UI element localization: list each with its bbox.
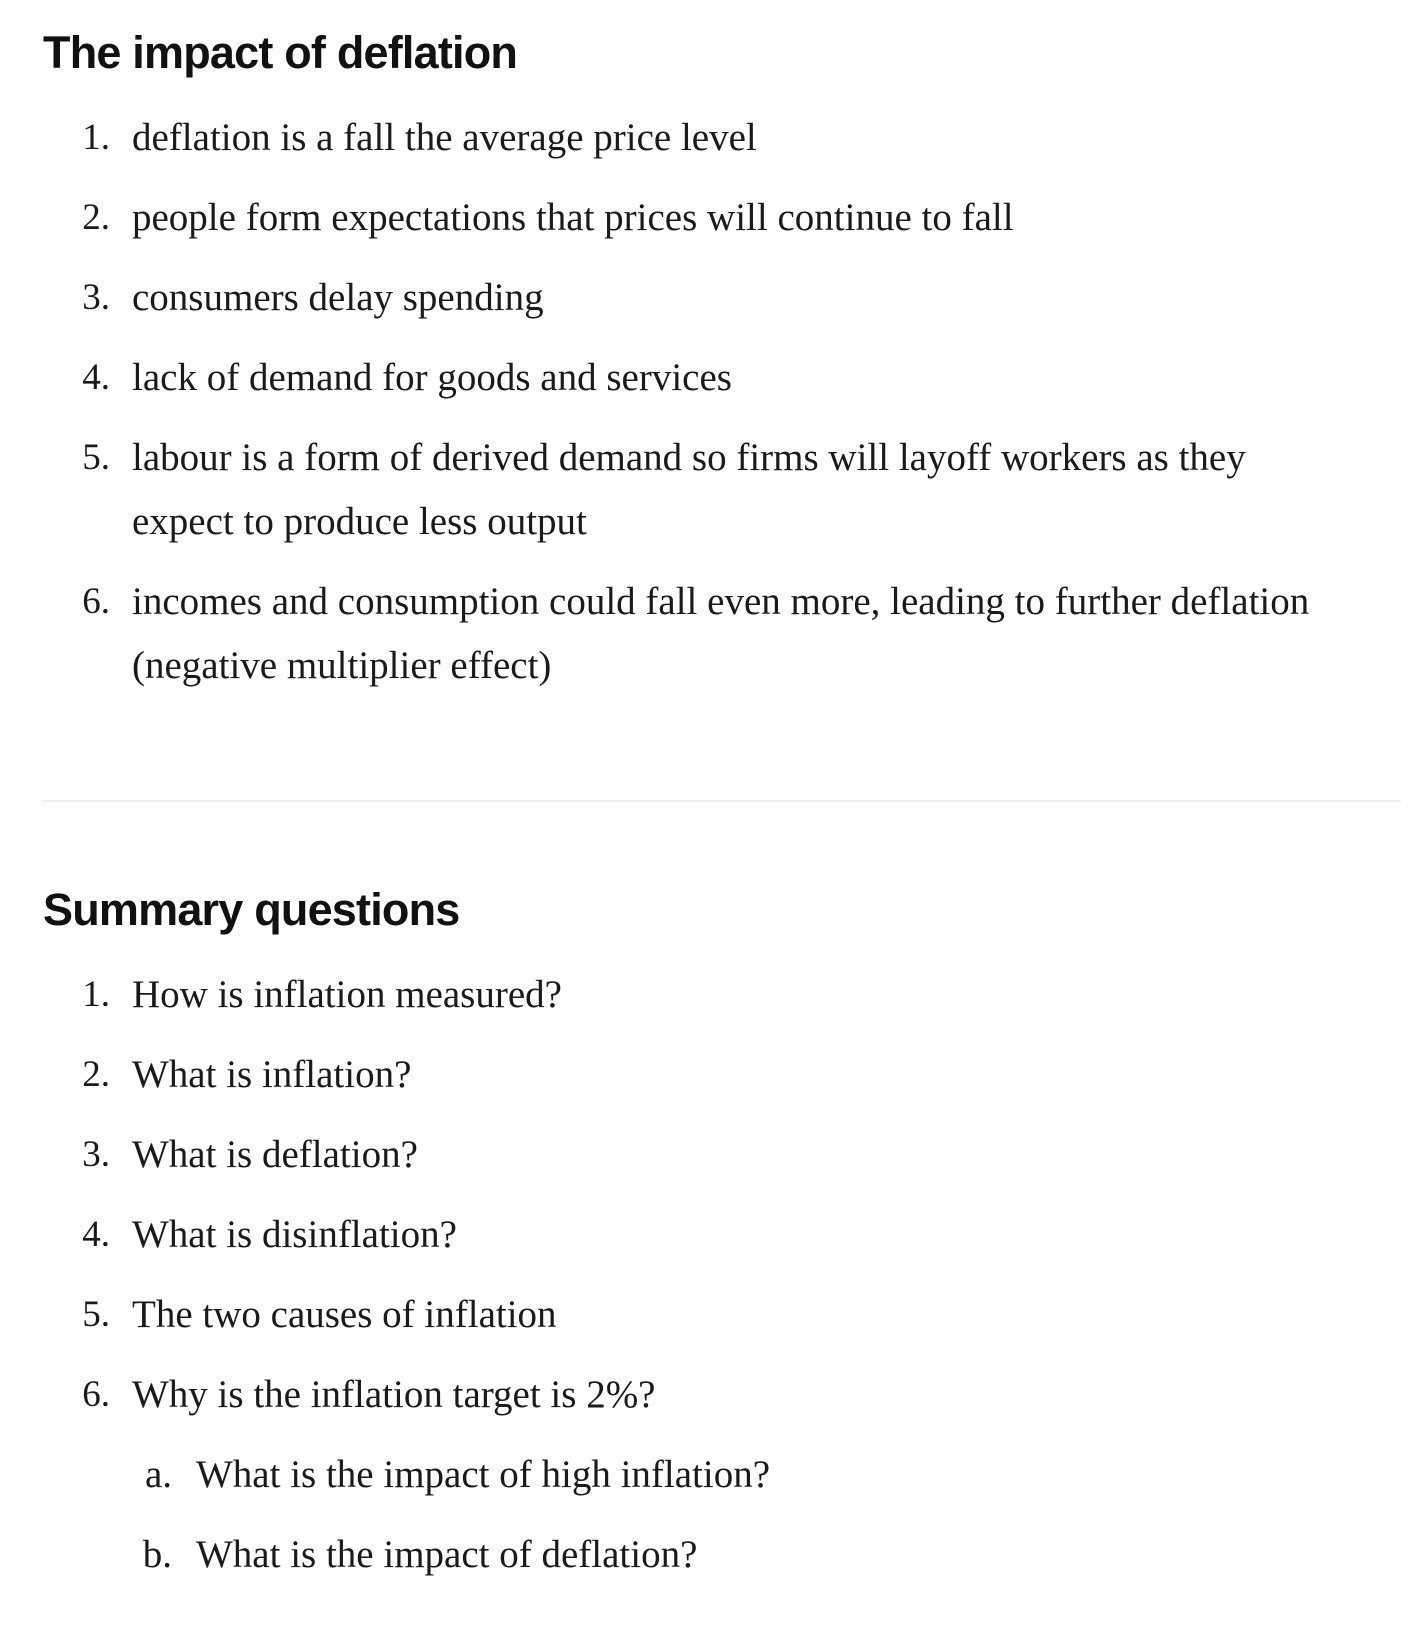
section-divider xyxy=(43,800,1401,802)
sub-list xyxy=(132,1443,1340,1587)
list-item-text: incomes and consumption could fall even more, leading to further deflation (negative multiplier effect) xyxy=(132,580,1310,687)
list-number: 5. xyxy=(82,1294,110,1335)
list-item-text: The two causes of inflation xyxy=(132,1293,557,1336)
list-item xyxy=(0,106,1400,170)
list-number: 1. xyxy=(82,974,110,1015)
list-number: 6. xyxy=(82,581,110,622)
list-letter: b. xyxy=(142,1533,172,1576)
list-item xyxy=(0,1123,1400,1187)
list-number: 6. xyxy=(82,1374,110,1415)
list-number: 5. xyxy=(82,437,110,478)
list-item-text: What is disinflation? xyxy=(132,1213,457,1256)
list-item xyxy=(0,1363,1400,1587)
list-item-text: labour is a form of derived demand so firms will layoff workers as they expect to produce less output xyxy=(132,436,1246,543)
sub-list-item-text: What is the impact of high inflation? xyxy=(196,1453,771,1496)
list-item xyxy=(0,186,1400,250)
list-number: 2. xyxy=(82,1054,110,1095)
list-number: 1. xyxy=(82,117,110,158)
list-item xyxy=(0,1043,1400,1107)
list-item xyxy=(0,1283,1400,1347)
list-number: 3. xyxy=(82,1134,110,1175)
list-item-text: What is inflation? xyxy=(132,1053,412,1096)
list-item-text: What is deflation? xyxy=(132,1133,418,1176)
list-item xyxy=(0,963,1400,1027)
sub-list-item-text: What is the impact of deflation? xyxy=(196,1533,698,1576)
deflation-heading: The impact of deflation xyxy=(43,27,518,78)
summary-list xyxy=(0,963,1400,1603)
list-item xyxy=(0,266,1400,330)
list-item xyxy=(0,1203,1400,1267)
list-item-text: consumers delay spending xyxy=(132,276,544,319)
list-item-text: deflation is a fall the average price level xyxy=(132,116,757,159)
list-number: 2. xyxy=(82,197,110,238)
list-item xyxy=(0,426,1400,554)
list-item-text: lack of demand for goods and services xyxy=(132,356,732,399)
list-number: 4. xyxy=(82,357,110,398)
list-item xyxy=(0,346,1400,410)
list-number: 4. xyxy=(82,1214,110,1255)
sub-list-item xyxy=(132,1443,1340,1507)
list-item xyxy=(0,570,1400,698)
list-item-text: Why is the inflation target is 2%? xyxy=(132,1373,656,1416)
sub-list-item xyxy=(132,1523,1340,1587)
summary-heading: Summary questions xyxy=(43,884,460,935)
list-item-text: people form expectations that prices will continue to fall xyxy=(132,196,1014,239)
list-item-text: How is inflation measured? xyxy=(132,973,562,1016)
list-number: 3. xyxy=(82,277,110,318)
list-letter: a. xyxy=(144,1453,172,1496)
deflation-list xyxy=(0,106,1400,714)
